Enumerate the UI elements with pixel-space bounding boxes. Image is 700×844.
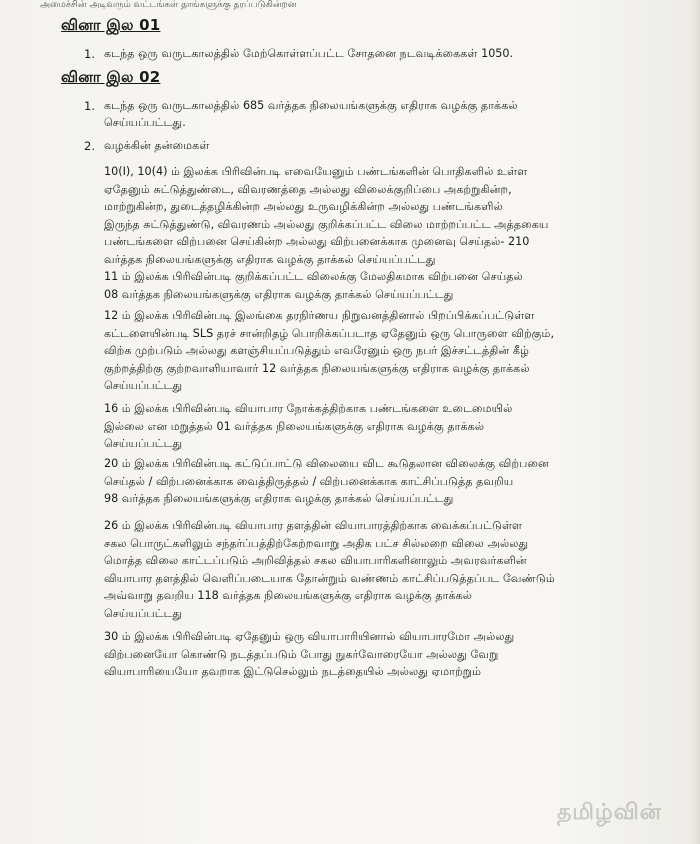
- passage-line: செய்யப்பட்டது: [104, 606, 183, 620]
- passage-line: 26 ம் இலக்க பிரிவின்படி வியாபார தளத்தின் வியாபாரத்திற்காக வைக்கப்பட்டுள்ள: [104, 519, 523, 532]
- passage-line: வர்த்தக நிலையங்களுக்கு எதிராக வழக்கு தாக்கல் செய்யப்பட்டது: [104, 252, 436, 266]
- passage-line: 16 ம் இலக்க பிரிவின்படி வியாபார நோக்கத்திற்காக பண்டங்களை உடைமையில்: [104, 402, 513, 415]
- passage-section-16: [104, 400, 666, 453]
- passage-line: இல்லை என மறுத்தல் 01 வர்த்தக நிலையங்களுக்கு எதிராக வழக்கு தாக்கல்: [104, 419, 485, 433]
- cut-off-top-line: அமைச்சின் அடிவரும் வட்டங்கள் தாங்களுக்கு தரப்படுகின்றன: [40, 0, 297, 10]
- question-01-heading: வினா இல 01: [61, 16, 161, 34]
- passage-line: அவ்வாறு தவறிய 118 வர்த்தக நிலையங்களுக்கு எதிராக வழக்கு தாக்கல்: [104, 589, 473, 602]
- passage-line: இருந்த சுட்டுத்துண்டு, விவரணம் அல்லது குறிக்கப்பட்ட விலை மாற்றப்பட்ட அத்தகைய: [104, 217, 549, 231]
- passage-line: மாற்றுகின்ற, துடைத்தழிக்கின்ற அல்லது உருவழிக்கின்ற அல்லது பண்டங்களில்: [104, 200, 503, 213]
- passage-line: சகல பொருட்களிலும் சந்தர்ப்பத்திற்கேற்றவாறு அதிக பட்ச சில்லறை விலை அல்லது: [104, 536, 529, 550]
- passage-line: 11 ம் இலக்க பிரிவின்படி குறிக்கப்பட்ட விலைக்கு மேலதிகமாக விற்பனை செய்தல்: [104, 270, 523, 283]
- q2-item-2-text: [104, 137, 664, 154]
- passage-line: செய்யப்பட்டது: [104, 379, 183, 392]
- q2-item-1-text: [104, 97, 664, 131]
- q2-item-1-number: 1.: [84, 99, 95, 113]
- passage-line: விற்க முற்படும் அல்லது களஞ்சியப்படுத்தும் எவரேனும் ஒரு நபர் இச்சட்டத்தின் கீழ்: [104, 344, 530, 357]
- q2-item-2-line: வழக்கின் தன்மைகள்: [104, 139, 210, 152]
- passage-line: 12 ம் இலக்க பிரிவின்படி இலங்கை தரநிர்ணய நிறுவனத்தினால் பிறப்பிக்கப்பட்டுள்ள: [104, 309, 535, 322]
- question-02-heading: வினா இல 02: [61, 68, 161, 86]
- q2-item-1-line: கடந்த ஒரு வருடகாலத்தில் 685 வர்த்தக நிலையங்களுக்கு எதிராக வழக்கு தாக்கல்: [104, 99, 518, 112]
- passage-line: விற்பனையோ கொண்டு நடத்தப்படும் போது நுகர்வோரையோ அல்லது வேறு: [104, 647, 499, 661]
- passage-section-11: [104, 268, 666, 303]
- q2-item-2-number: 2.: [84, 139, 95, 153]
- passage-section-12: [104, 307, 666, 395]
- passage-line: கட்டளையின்படி SLS தரச் சான்றிதழ் பொறிக்கப்படாத ஏதேனும் ஒரு பொருளை விற்கும்,: [104, 326, 555, 340]
- watermark-logo: தமிழ்வின்: [556, 800, 662, 825]
- passage-line: 20 ம் இலக்க பிரிவின்படி கட்டுப்பாட்டு விலையை விட கூடுதலான விலைக்கு விற்பனை: [104, 457, 549, 470]
- passage-section-10: [104, 163, 666, 268]
- page-edge-shadow: [690, 0, 700, 844]
- passage-section-30: [104, 628, 666, 681]
- passage-line: குற்றத்திற்கு குற்றவாளியாவார் 12 வர்த்தக நிலையங்களுக்கு எதிராக வழக்கு தாக்கல்: [104, 361, 530, 375]
- passage-section-20: [104, 455, 666, 508]
- passage-line: ஏதேனும் சுட்டுத்துண்டை, விவரணத்தை அல்லது விலைக்குறிப்பை அகற்றுகின்ற,: [104, 182, 512, 196]
- passage-line: மொத்த விலை காட்டப்படும் அறிவித்தல் சகல வியாபாரிகளினாலும் அவரவர்களின்: [104, 554, 527, 567]
- passage-line: 08 வர்த்தக நிலையங்களுக்கு எதிராக வழக்கு தாக்கல் செய்யப்பட்டது: [104, 287, 454, 301]
- passage-line: 30 ம் இலக்க பிரிவின்படி ஏதேனும் ஒரு வியாபாரியினால் வியாபாரமோ அல்லது: [104, 630, 515, 643]
- passage-line: 10(I), 10(4) ம் இலக்க பிரிவின்படி எவையேனும் பண்டங்களின் பொதிகளில் உள்ள: [104, 165, 528, 178]
- passage-line: வியாபார தளத்தில் வெளிப்படையாக தோன்றும் வண்ணம் காட்சிப்படுத்தப்பட வேண்டும்: [104, 571, 555, 585]
- passage-line: பண்டங்களை விற்பனை செய்கின்ற அல்லது விற்பனைக்காக முனைவு செய்தல்- 210: [104, 235, 530, 248]
- q2-item-1-line: செய்யப்பட்டது.: [104, 116, 186, 129]
- q1-item-1-line: கடந்த ஒரு வருடகாலத்தில் மேற்கொள்ளப்பட்ட சோதனை நடவடிக்கைகள் 1050.: [104, 47, 514, 60]
- q1-item-1-number: 1.: [84, 47, 95, 61]
- passage-line: 98 வர்த்தக நிலையங்களுக்கு எதிராக வழக்கு தாக்கல் செய்யப்பட்டது: [104, 492, 454, 505]
- q1-item-1-text: [104, 45, 664, 62]
- passage-line: வியாபாரியையோ தவறாக இட்டுசெல்லும் நடத்தையில் அல்லது ஏமாற்றும்: [104, 665, 482, 678]
- passage-line: செய்யப்பட்டது: [104, 437, 183, 450]
- passage-section-26: [104, 517, 666, 622]
- passage-line: செய்தல் / விற்பனைக்காக வைத்திருத்தல் / விற்பனைக்காக காட்சிப்படுத்த தவறிய: [104, 474, 514, 488]
